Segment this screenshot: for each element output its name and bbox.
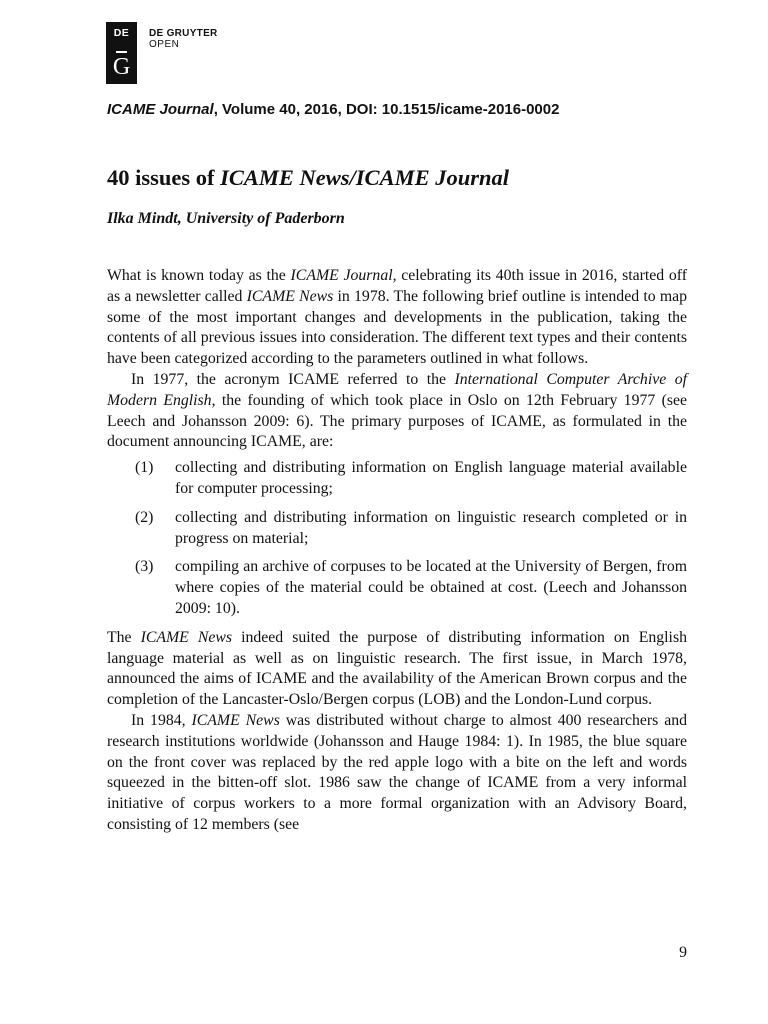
paragraph-4 bbox=[107, 711, 687, 836]
article-body bbox=[107, 266, 687, 836]
list-item-text: compiling an archive of corpuses to be located at the University of Bergen, from where copies of the material could be obtained at cost. (Leech and Johansson 2009: 10). bbox=[175, 558, 687, 617]
italic-run: ICAME Journal, bbox=[290, 267, 397, 284]
logo-de-text: DE bbox=[113, 27, 130, 39]
list-item-text: collecting and distributing information on linguistic research completed or in progress on material; bbox=[175, 508, 687, 547]
text-run: indeed suited the purpose of distributing information on English language material as well as on linguistic research. The first issue, in March 1978, announced the aims of ICAME and the availability of the American Brown corpus and the completion of the Lancaster-Oslo/Bergen corpus (LOB) and the London-Lund corpus. bbox=[107, 628, 687, 709]
page-number: 9 bbox=[679, 944, 687, 961]
title-italic: ICAME News/ICAME Journal bbox=[220, 165, 509, 190]
list-item bbox=[107, 458, 687, 500]
text-run: In 1984, bbox=[131, 711, 192, 729]
journal-name: ICAME Journal bbox=[107, 101, 214, 118]
italic-run: ICAME News bbox=[246, 287, 334, 305]
citation-details: , Volume 40, 2016, DOI: 10.1515/icame-2016-0002 bbox=[213, 101, 560, 118]
text-run: in 1978. The following brief outline is intended to map some of the most important changes and developments in the publication, taking the contents of all previous issues into consideration. The different text types and their contents have been categorized according to the parameters outlined in what follows. bbox=[107, 287, 688, 368]
list-item-number: (2) bbox=[135, 508, 154, 526]
italic-run: ICAME News bbox=[140, 628, 233, 646]
text-run: , the founding of which took place in Oslo on 12th February 1977 (see Leech and Johansson 2009: 6). The primary purposes of ICAME, as formulated in the document announcing ICAME, are: bbox=[107, 391, 688, 451]
publisher-name bbox=[149, 28, 218, 50]
logo-divider bbox=[116, 51, 127, 53]
article-author: Ilka Mindt, University of Paderborn bbox=[107, 210, 345, 227]
publisher-open-line: OPEN bbox=[149, 39, 180, 50]
publisher-logo bbox=[106, 22, 137, 84]
list-item-number: (3) bbox=[135, 558, 154, 576]
publisher-name-line: DE GRUYTER bbox=[149, 28, 218, 39]
article-title bbox=[107, 165, 509, 191]
text-run: The bbox=[107, 628, 141, 646]
title-prefix: 40 issues of bbox=[107, 165, 221, 190]
text-run: was distributed without charge to almost 400 researchers and research institutions worldwide (Johansson and Hauge 1984: 1). In 1985, the blue square on the front cover was replaced by the red apple logo with a bite on the left and words squeezed in the bitten-off slot. 1986 saw the change of ICAME from a very informal initiative of corpus workers to a more formal organization with an Advisory Board, consisting of 12 members (see bbox=[107, 711, 687, 833]
paragraph-1 bbox=[107, 266, 687, 370]
purposes-list bbox=[107, 458, 687, 620]
text-run: celebrating its 40th issue in 2016, started off as a newsletter called bbox=[107, 267, 688, 305]
paragraph-3 bbox=[107, 628, 687, 711]
text-run: What is known today as the bbox=[107, 267, 291, 284]
list-item bbox=[107, 557, 687, 619]
list-item bbox=[107, 508, 687, 550]
paragraph-2 bbox=[107, 370, 687, 453]
text-run: In 1977, the acronym ICAME referred to the bbox=[131, 370, 455, 388]
logo-g-text: G bbox=[112, 54, 131, 80]
list-item-number: (1) bbox=[135, 459, 154, 477]
list-item-text: collecting and distributing information on English language material available for computer processing; bbox=[175, 459, 687, 497]
journal-citation bbox=[107, 101, 559, 118]
italic-run: ICAME News bbox=[191, 711, 280, 729]
italic-run: International Computer Archive of Modern English bbox=[107, 370, 687, 409]
